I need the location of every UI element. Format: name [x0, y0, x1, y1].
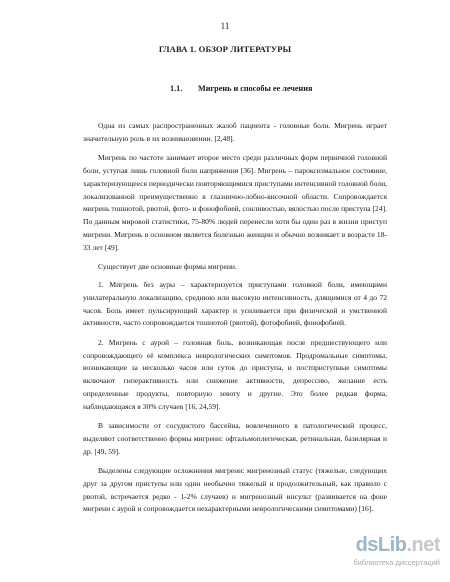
- section-title: Мигрень и способы ее лечения: [198, 84, 313, 93]
- paragraph: 1. Мигрень без ауры – характеризуется приступами головной боли, имеющими унилатеральную локализацию, среднюю или высокую интенсивность, длящимися от 4 до 72 часов. Боль имеет пульсирующий характер и усиливается при физической и умственной активности, часто сопровождается тошнотой (рвотой), фотофобией, фонофобией.: [83, 279, 387, 328]
- watermark-logo: [330, 534, 440, 574]
- page-number: 11: [220, 21, 230, 31]
- chapter-title: ГЛАВА 1. ОБЗОР ЛИТЕРАТУРЫ: [158, 44, 292, 54]
- section-heading: [170, 84, 312, 93]
- paragraph: Одна из самых распространенных жалоб пациента - головные боли. Мигрень играет значительную роль в их возникновении. [2,48].: [83, 121, 387, 143]
- body-text: [83, 120, 387, 523]
- section-number: 1.1.: [170, 84, 183, 93]
- paragraph: Выделены следующие осложнения мигрени: мигренозный статус (тяжелые, следующих друг за другом приступы или один необычно тяжелый и продолжительный, как правило с рвотой, встречается редко - 1-2% случаев) и мигренозный инсульт (развивается на фоне мигрени с аурой и сопровождается нехарактерными неврологическими симптомами) [16].: [83, 466, 387, 514]
- logo-text: dsLib.net: [355, 534, 440, 556]
- paragraph: Мигрень по частоте занимает второе место среди различных форм первичной головной боли, уступая лишь головной боли напряжения [36]. Мигрень – пароксизмальное состояние, характеризующееся периодически повторяющимися приступами интенсивной головной боли, локализованной преимущественно в глазнично-лобно-височной области. Сопровождается мигрень тошнотой, рвотой, фото- и фонофобией, сонливостью, вялостью после приступа [24]. По данным мировой статистики, 75-80% людей перенесли хотя бы один раз в жизни приступ мигрени. Мигрень в основном является болезнью женщин и обычно возникает в возрасте 18-33 лет [49].: [83, 153, 387, 252]
- paragraph: Существует две основные формы мигрени.: [98, 262, 237, 272]
- paragraph: В зависимости от сосудистого бассейна, вовлеченного в патологический процесс, выделяют соответственно формы мигрени: офтальмоплегическая, ретинальная, базилярная и др. [49, 59].: [83, 421, 387, 456]
- watermark-tagline: библиотека диссертаций: [353, 558, 440, 567]
- paragraph: 2. Мигрень с аурой – головная боль, возникающая после предшествующего или сопровождающего её комплекса неврологических симптомов. Продромальные симптомы, возникающие за несколько часов или суток до приступа, и постприступные симптомы включают гиперактивность или снижение активности, депрессию, желание есть определенные продукты, повторную зевоту и другие. Это более редкая форма, наблюдающаяся в 30% случаев [16, 24,59].: [83, 337, 387, 411]
